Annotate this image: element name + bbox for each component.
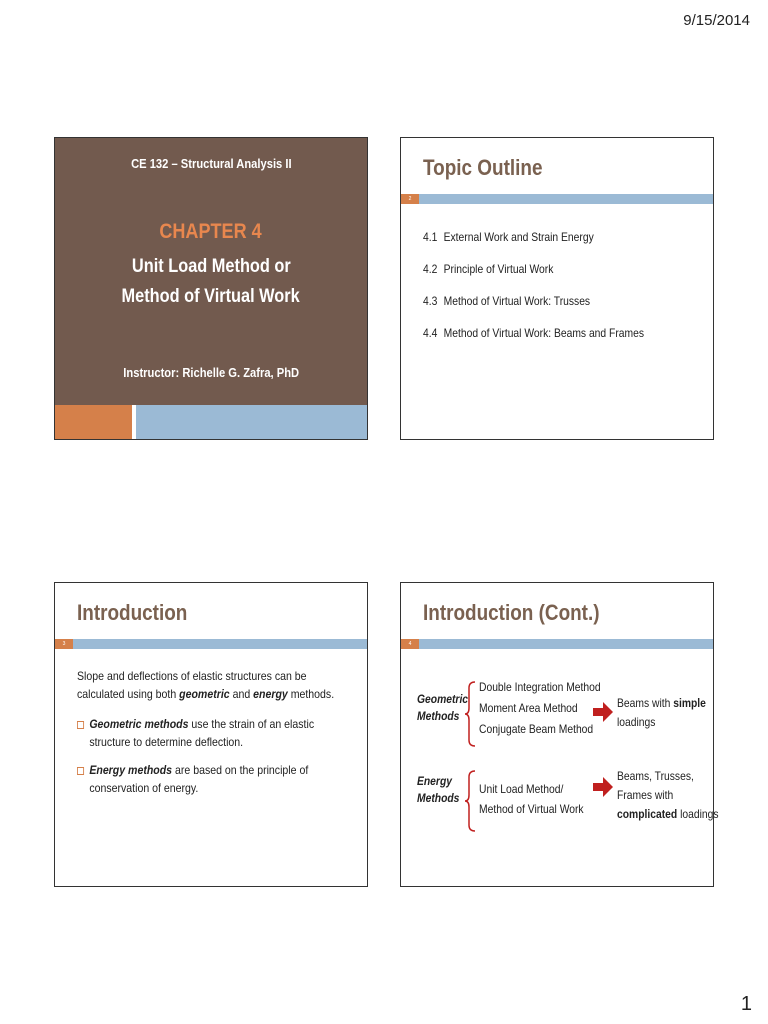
- bullet-icon: [77, 767, 84, 775]
- arrow-right-icon: [593, 777, 613, 797]
- chapter-label: CHAPTER 4: [159, 220, 263, 243]
- item-text: Method of Virtual Work: Beams and Frames: [443, 326, 645, 340]
- energy-methods-label: Energy Methods: [417, 774, 460, 805]
- geometric-methods-label: Geometric Methods: [417, 692, 469, 723]
- list-item: [423, 262, 644, 294]
- slide-title: [54, 137, 368, 440]
- slide-heading: Introduction: [77, 600, 188, 625]
- energy-result: Beams, Trusses, Frames with complicated loadings: [617, 769, 719, 821]
- print-date: 9/15/2014: [683, 12, 750, 29]
- geometric-methods-list: Double Integration Method Moment Area Method Conjugate Beam Method: [479, 680, 601, 736]
- course-title: CE 132 – Structural Analysis II: [130, 156, 292, 171]
- item-text: Principle of Virtual Work: [443, 262, 554, 276]
- item-text: External Work and Strain Energy: [443, 230, 594, 244]
- item-text: Method of Virtual Work: Trusses: [443, 294, 591, 308]
- energy-brace-icon: [463, 769, 479, 833]
- bullet-geometric: Geometric methods use the strain of an elastic structure to determine deflection.: [77, 715, 341, 751]
- accent-bar-blue: [136, 405, 367, 439]
- energy-methods-list: Unit Load Method/ Method of Virtual Work: [479, 782, 584, 816]
- slide-body: [77, 667, 341, 807]
- instructor-name: Instructor: Richelle G. Zafra, PhD: [123, 365, 299, 380]
- list-item: [423, 230, 644, 262]
- slide-number: 4: [401, 639, 419, 649]
- slide-number: 2: [401, 194, 419, 204]
- slide-introduction: [54, 582, 368, 887]
- slide-topic-outline: [400, 137, 714, 440]
- bullet-icon: [77, 721, 84, 729]
- slide-heading: Introduction (Cont.): [423, 600, 600, 625]
- bullet-energy: Energy methods are based on the principle of conservation of energy.: [77, 761, 341, 797]
- item-number: 4.3: [423, 294, 438, 308]
- arrow-right-icon: [593, 702, 613, 722]
- accent-bar-orange: [55, 405, 132, 439]
- header-bar: [401, 639, 713, 649]
- slide-heading: Topic Outline: [423, 155, 543, 180]
- item-number: 4.4: [423, 326, 438, 340]
- header-bar: [401, 194, 713, 204]
- slide-introduction-cont: [400, 582, 719, 887]
- list-item: [423, 326, 644, 358]
- geometric-result: Beams with simple loadings: [617, 696, 706, 729]
- intro-paragraph: Slope and deflections of elastic structures can be calculated using both geometric and energy methods.: [77, 669, 335, 701]
- list-item: [423, 294, 644, 326]
- chapter-subtitle: Unit Load Method or Method of Virtual Work: [121, 256, 301, 307]
- slide-number: 3: [55, 639, 73, 649]
- geometric-brace-icon: [463, 680, 479, 748]
- item-number: 4.1: [423, 230, 438, 244]
- header-bar: [55, 639, 367, 649]
- page-number: 1: [740, 993, 752, 1015]
- item-number: 4.2: [423, 262, 438, 276]
- outline-list: [423, 230, 644, 358]
